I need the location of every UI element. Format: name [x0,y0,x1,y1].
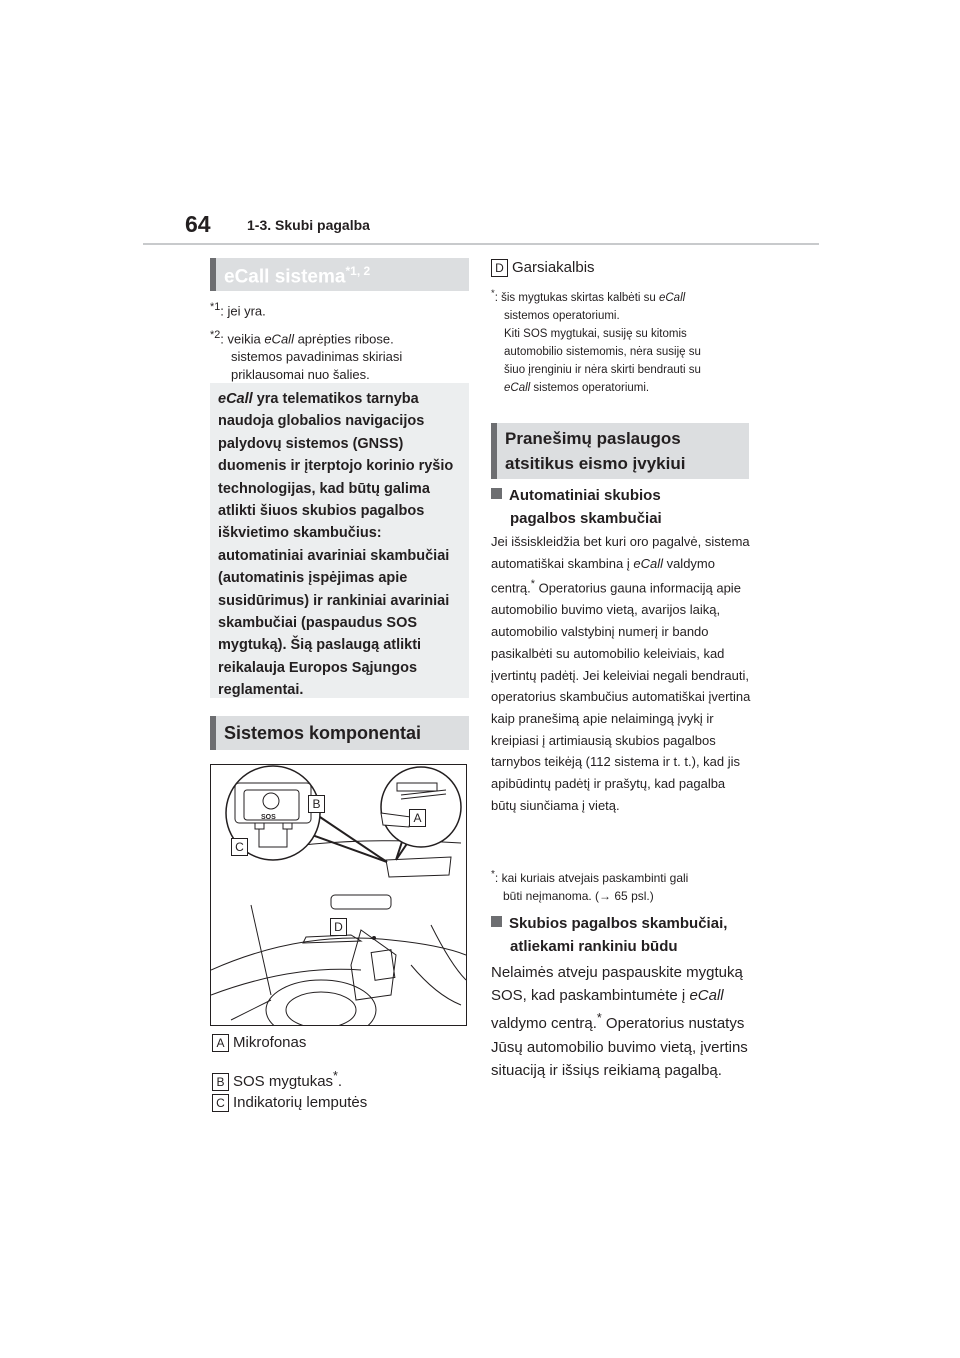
footnote-2-line3: priklausomai nuo šalies. [231,367,370,383]
sos-text: SOS [261,814,276,821]
ecall-heading-text: eCall sistema [224,266,346,288]
sos-footnote-line5: šiuo įrenginiu ir nėra skirti bendrauti su [504,363,701,376]
manual-calls-paragraph [491,961,753,1082]
ecall-heading [210,258,469,291]
legend-b [212,1066,342,1092]
sos-footnote-line6-italic: eCall [504,381,531,394]
info-box-italic: eCall [218,391,253,407]
figure-label-b: B [308,795,325,813]
info-box-text: yra telematikos tarnyba naudoja globalios navigacijos palydovų sistemos (GNSS) duomenis ir įterptojo korinio ryšio technologijas, kad būtų galima atlikti šiuos skubios pagalbos iškvietimo skambučius: automatiniai avariniai skambučiai (automatinis įspėjimas apie susidūrimus) ir rankiniai avariniai skambučiai (paspaudus SOS mygtuką). Šią paslaugą atlikti reikalauja Europos Sąjungos reglamentai. [218,391,454,699]
car-interior-drawing [211,765,466,1025]
footnote-1 [210,298,266,320]
footnote-2 [210,326,460,384]
sos-footnote-mark: * [491,288,495,299]
manual-subheading-line2: atliekami rankiniu būdu [510,938,678,955]
footnote-2-line2: sistemos pavadinimas skiriasi [231,349,403,365]
manual-para-mark: * [596,1011,602,1026]
legend-b-text: SOS mygtukas [233,1073,334,1090]
automatic-para-b: valdymo centrą. [491,555,715,596]
automatic-calls-footnote [491,866,751,905]
legend-c-label: C [212,1094,229,1112]
sos-footnote-italic: eCall [658,291,686,304]
automatic-para-mark: * [530,578,535,591]
components-heading: Sistemos komponentai [210,716,469,750]
automatic-calls-subheading [491,484,751,530]
page-number: 64 [185,211,211,237]
automatic-calls-paragraph [491,531,753,816]
automatic-para-a: Jei išsiskleidžia bet kuri oro pagalvė, sistema automatiškai skambina į [491,534,750,571]
footnote-2-italic: eCall [264,331,294,347]
header-divider [143,243,819,245]
automatic-subheading-line2: pagalbos skambučiai [510,510,662,527]
legend-a-text: Mikrofonas [233,1034,307,1051]
ecall-heading-sup: *1, 2 [345,264,371,278]
manual-para-italic: eCall [689,987,724,1005]
legend-d-text: Garsiakalbis [512,259,595,276]
sos-footnote-line3: Kiti SOS mygtukai, susiję su kitomis [504,327,687,340]
footnote-2-text-b: aprėpties ribose. [293,331,394,347]
automatic-footnote-line1: : kai kuriais atvejais paskambinti gali [494,871,689,885]
square-bullet-icon [491,488,502,499]
figure-label-d: D [330,918,347,936]
notification-services-heading [491,423,749,479]
footnote-2-mark: *2 [210,329,221,341]
automatic-footnote-mark: * [491,869,495,880]
footnote-2-text-a: : veikia [220,331,265,347]
sos-footnote-line2: sistemos operatoriumi. [504,309,620,322]
notification-heading-line1: Pranešimų paslaugos [505,429,681,448]
footnote-1-mark: *1 [210,301,221,313]
manual-para-b: valdymo centrą. [491,1015,597,1033]
notification-heading-line2: atsitikus eismo įvykiui [505,454,686,473]
sos-footnote-line6 [491,379,751,397]
sos-footnote-line4: automobilio sistemomis, nėra susiję su [504,345,701,358]
square-bullet-icon [491,916,502,927]
legend-a [212,1033,306,1053]
footnote-1-text: : jei yra. [220,303,266,319]
manual-calls-subheading [491,912,753,958]
sos-footnote-line1: : šis mygtukas skirtas kalbėti su [494,291,659,304]
manual-para-c: Operatorius nustatys Jūsų automobilio buvimo vietą, įvertins situaciją ir išsiųs reikiamą pagalbą. [491,1015,748,1079]
manual-para-a: Nelaimės atveju paspauskite mygtuką SOS, kad paskambintumėte į [491,964,743,1005]
car-interior-illustration [210,764,467,1026]
figure-label-a: A [409,809,426,827]
automatic-subheading-line1: Automatiniai skubios [509,487,661,504]
sos-footnote [491,285,751,397]
manual-subheading-line1: Skubios pagalbos skambučiai, [509,915,728,932]
sos-footnote-line6-text: sistemos operatoriumi. [530,381,650,394]
legend-b-label: B [212,1073,229,1091]
section-title: 1-3. Skubi pagalba [247,217,370,233]
legend-d [491,258,595,278]
legend-a-label: A [212,1034,229,1052]
legend-c-text: Indikatorių lemputės [233,1094,368,1111]
figure-label-c: C [231,838,248,856]
legend-d-label: D [491,259,508,277]
info-box [210,383,469,698]
legend-c [212,1093,367,1113]
automatic-para-c: Operatorius gauna informaciją apie automobilio buvimo vietą, avarijos laiką, automobilio valstybinį numerį ir bando pasikalbėti su automobilio keleiviais, kad įvertintų padėtį. Jei keleiviai negali bendrauti, operatorius skambučius automatiškai įvertina kaip pranešimą apie nelaimingą įvykį ir kreipiasi į artimiausią skubios pagalbos tarnybos teikėją (112 sistema ir t. t.), kad jis apibūdintų padėtį ir prašytų, kad pagalba būtų siunčiama į vietą. [491,580,751,813]
automatic-para-italic: eCall [633,555,663,571]
automatic-footnote-line2: būti neįmanoma. (→ 65 psl.) [503,889,654,903]
legend-b-mark: * [333,1069,338,1083]
legend-b-end: . [337,1073,343,1090]
